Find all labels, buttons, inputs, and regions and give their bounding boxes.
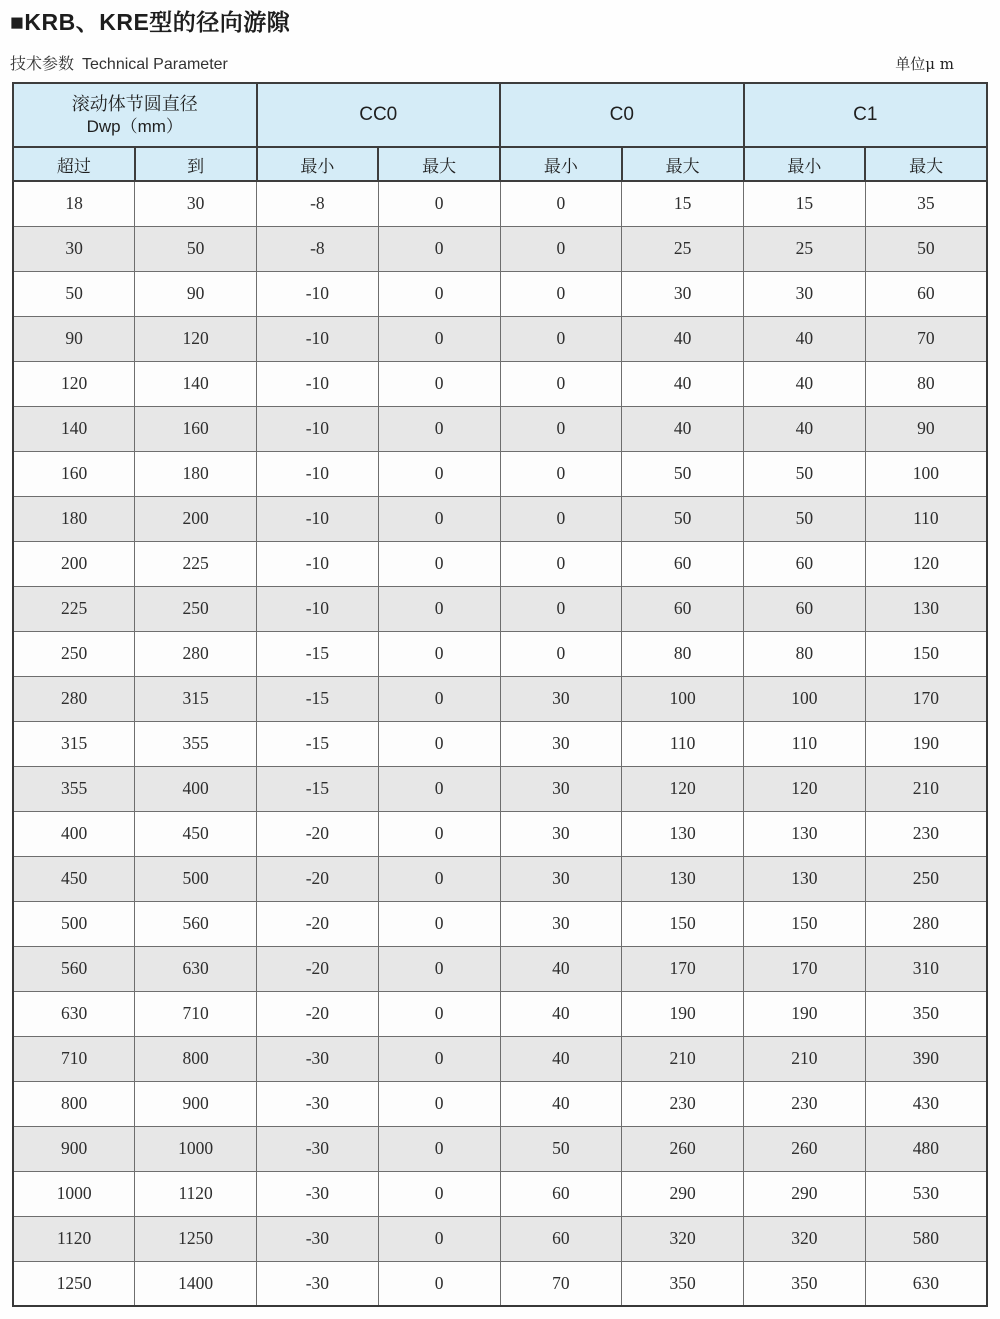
table-cell: 500: [13, 901, 135, 946]
table-row: [13, 676, 987, 721]
table-cell: 30: [500, 766, 622, 811]
table-cell: 0: [378, 181, 500, 226]
table-header: [13, 83, 987, 181]
table-row: [13, 856, 987, 901]
table-cell: 60: [622, 586, 744, 631]
table-cell: -10: [257, 271, 379, 316]
table-row: [13, 181, 987, 226]
table-cell: -15: [257, 631, 379, 676]
table-cell: 0: [378, 1081, 500, 1126]
table-cell: 400: [135, 766, 257, 811]
table-row: [13, 496, 987, 541]
table-cell: 90: [13, 316, 135, 361]
table-cell: 0: [500, 271, 622, 316]
table-row: [13, 1036, 987, 1081]
table-cell: 0: [500, 541, 622, 586]
table-cell: 1120: [135, 1171, 257, 1216]
table-cell: 50: [13, 271, 135, 316]
table-row: [13, 361, 987, 406]
table-cell: 1120: [13, 1216, 135, 1261]
table-row: [13, 1171, 987, 1216]
table-cell: 900: [135, 1081, 257, 1126]
table-cell: 60: [865, 271, 987, 316]
table-cell: 280: [13, 676, 135, 721]
table-cell: 350: [744, 1261, 866, 1306]
table-cell: 40: [744, 361, 866, 406]
table-cell: 250: [13, 631, 135, 676]
table-cell: 50: [744, 496, 866, 541]
table-cell: 40: [622, 406, 744, 451]
table-row: [13, 1261, 987, 1306]
table-cell: 30: [622, 271, 744, 316]
table-cell: -15: [257, 721, 379, 766]
table-cell: 0: [500, 631, 622, 676]
table-cell: 140: [13, 406, 135, 451]
table-cell: 200: [135, 496, 257, 541]
header-dwp: [13, 83, 257, 147]
table-cell: 260: [744, 1126, 866, 1171]
table-cell: 630: [135, 946, 257, 991]
table-cell: 50: [135, 226, 257, 271]
table-cell: -10: [257, 361, 379, 406]
table-cell: 250: [865, 856, 987, 901]
table-cell: -30: [257, 1171, 379, 1216]
table-cell: 560: [13, 946, 135, 991]
table-cell: 150: [622, 901, 744, 946]
table-cell: 430: [865, 1081, 987, 1126]
table-cell: 500: [135, 856, 257, 901]
table-cell: 60: [500, 1216, 622, 1261]
group-header-row: [13, 83, 987, 147]
table-cell: 0: [378, 1261, 500, 1306]
table-cell: 280: [135, 631, 257, 676]
subtitle-row: [10, 51, 988, 74]
table-cell: 0: [378, 1171, 500, 1216]
table-cell: 710: [13, 1036, 135, 1081]
header-c1: C1: [744, 83, 988, 147]
table-cell: 355: [135, 721, 257, 766]
header-dwp-line2: Dwp（mm）: [86, 117, 183, 137]
table-cell: 120: [622, 766, 744, 811]
table-cell: 530: [865, 1171, 987, 1216]
sub-header-row: [13, 147, 987, 181]
table-cell: 50: [865, 226, 987, 271]
table-cell: 0: [378, 316, 500, 361]
subheader-cc0-min: 最小: [257, 147, 379, 181]
table-cell: -8: [257, 226, 379, 271]
table-cell: 0: [378, 451, 500, 496]
table-cell: 160: [135, 406, 257, 451]
table-cell: 90: [135, 271, 257, 316]
table-cell: 450: [13, 856, 135, 901]
table-cell: 30: [500, 721, 622, 766]
table-cell: 0: [378, 856, 500, 901]
table-cell: 260: [622, 1126, 744, 1171]
table-cell: 1250: [135, 1216, 257, 1261]
table-cell: 480: [865, 1126, 987, 1171]
table-cell: 60: [744, 541, 866, 586]
header-c0: C0: [500, 83, 744, 147]
table-cell: 320: [622, 1216, 744, 1261]
table-cell: 35: [865, 181, 987, 226]
table-cell: 290: [744, 1171, 866, 1216]
table-cell: 280: [865, 901, 987, 946]
table-cell: 100: [865, 451, 987, 496]
table-cell: 50: [500, 1126, 622, 1171]
table-cell: -30: [257, 1261, 379, 1306]
table-cell: 0: [378, 226, 500, 271]
table-cell: 15: [622, 181, 744, 226]
table-cell: 80: [865, 361, 987, 406]
table-cell: 0: [500, 181, 622, 226]
table-cell: 0: [378, 811, 500, 856]
table-cell: 320: [744, 1216, 866, 1261]
table-cell: 70: [500, 1261, 622, 1306]
table-cell: 0: [378, 271, 500, 316]
table-cell: 140: [135, 361, 257, 406]
table-cell: 390: [865, 1036, 987, 1081]
table-cell: 580: [865, 1216, 987, 1261]
table-cell: 170: [622, 946, 744, 991]
table-cell: 0: [500, 226, 622, 271]
table-cell: 0: [378, 496, 500, 541]
table-cell: 30: [500, 676, 622, 721]
subtitle-english: Technical Parameter: [82, 56, 228, 73]
table-cell: 40: [500, 991, 622, 1036]
table-cell: -10: [257, 586, 379, 631]
table-cell: 400: [13, 811, 135, 856]
table-cell: 310: [865, 946, 987, 991]
table-cell: 60: [744, 586, 866, 631]
table-cell: 0: [378, 1036, 500, 1081]
table-cell: 160: [13, 451, 135, 496]
table-cell: -15: [257, 676, 379, 721]
subtitle: [10, 51, 228, 74]
table-cell: 800: [13, 1081, 135, 1126]
table-cell: 30: [500, 901, 622, 946]
table-cell: 130: [865, 586, 987, 631]
table-cell: 230: [622, 1081, 744, 1126]
table-row: [13, 946, 987, 991]
table-cell: 1000: [13, 1171, 135, 1216]
table-cell: 0: [378, 541, 500, 586]
table-cell: 355: [13, 766, 135, 811]
table-row: [13, 316, 987, 361]
table-cell: 1400: [135, 1261, 257, 1306]
table-cell: 190: [622, 991, 744, 1036]
table-cell: 40: [500, 946, 622, 991]
table-cell: 25: [622, 226, 744, 271]
table-cell: 1000: [135, 1126, 257, 1171]
table-cell: -30: [257, 1126, 379, 1171]
table-cell: 130: [744, 856, 866, 901]
table-row: [13, 271, 987, 316]
table-cell: 80: [744, 631, 866, 676]
table-cell: 210: [744, 1036, 866, 1081]
subheader-c0-min: 最小: [500, 147, 622, 181]
technical-parameter-table: [12, 82, 988, 1307]
page-title: ■KRB、KRE型的径向游隙: [10, 9, 291, 35]
table-cell: 130: [622, 856, 744, 901]
table-cell: 150: [744, 901, 866, 946]
table-cell: 60: [500, 1171, 622, 1216]
table-cell: -10: [257, 406, 379, 451]
table-cell: 0: [378, 631, 500, 676]
table-cell: 40: [500, 1081, 622, 1126]
table-cell: 225: [13, 586, 135, 631]
table-cell: 0: [500, 406, 622, 451]
table-cell: -20: [257, 901, 379, 946]
subheader-c1-max: 最大: [865, 147, 987, 181]
table-row: [13, 811, 987, 856]
table-cell: -15: [257, 766, 379, 811]
subtitle-chinese: 技术参数: [10, 56, 75, 73]
table-cell: 100: [622, 676, 744, 721]
table-cell: 230: [744, 1081, 866, 1126]
table-cell: 190: [744, 991, 866, 1036]
table-row: [13, 226, 987, 271]
table-cell: 150: [865, 631, 987, 676]
table-cell: -10: [257, 496, 379, 541]
table-cell: 180: [13, 496, 135, 541]
table-cell: 0: [378, 991, 500, 1036]
table-row: [13, 1216, 987, 1261]
table-row: [13, 586, 987, 631]
table-cell: 120: [13, 361, 135, 406]
table-cell: 40: [500, 1036, 622, 1081]
table-cell: 0: [378, 1126, 500, 1171]
table-cell: 30: [500, 856, 622, 901]
table-cell: 80: [622, 631, 744, 676]
table-row: [13, 541, 987, 586]
table-cell: 0: [500, 496, 622, 541]
table-cell: 0: [378, 721, 500, 766]
subheader-c1-min: 最小: [744, 147, 866, 181]
table-cell: 110: [865, 496, 987, 541]
table-cell: 70: [865, 316, 987, 361]
table-cell: 0: [500, 451, 622, 496]
table-cell: 0: [500, 586, 622, 631]
table-cell: 0: [378, 901, 500, 946]
table-cell: 170: [865, 676, 987, 721]
table-cell: 290: [622, 1171, 744, 1216]
table-cell: 250: [135, 586, 257, 631]
table-cell: 630: [13, 991, 135, 1036]
table-cell: 30: [13, 226, 135, 271]
table-cell: 40: [622, 361, 744, 406]
table-cell: 230: [865, 811, 987, 856]
table-cell: -30: [257, 1081, 379, 1126]
table-cell: -20: [257, 946, 379, 991]
table-cell: 50: [622, 451, 744, 496]
table-row: [13, 631, 987, 676]
table-cell: -10: [257, 451, 379, 496]
table-cell: 110: [622, 721, 744, 766]
table-cell: -8: [257, 181, 379, 226]
table-cell: 800: [135, 1036, 257, 1081]
table-cell: -10: [257, 316, 379, 361]
table-cell: -20: [257, 811, 379, 856]
table-cell: 0: [378, 946, 500, 991]
table-cell: 180: [135, 451, 257, 496]
table-cell: 130: [744, 811, 866, 856]
table-cell: 130: [622, 811, 744, 856]
subheader-c0-max: 最大: [622, 147, 744, 181]
table-row: [13, 406, 987, 451]
table-cell: 900: [13, 1126, 135, 1171]
table-cell: 1250: [13, 1261, 135, 1306]
table-cell: -20: [257, 991, 379, 1036]
table-cell: -30: [257, 1036, 379, 1081]
table-cell: 40: [744, 406, 866, 451]
table-cell: 40: [744, 316, 866, 361]
table-cell: 350: [622, 1261, 744, 1306]
table-cell: 60: [622, 541, 744, 586]
table-cell: 30: [744, 271, 866, 316]
table-cell: 170: [744, 946, 866, 991]
table-cell: 0: [378, 361, 500, 406]
table-cell: 50: [622, 496, 744, 541]
table-row: [13, 1126, 987, 1171]
table-cell: 0: [378, 406, 500, 451]
table-cell: -10: [257, 541, 379, 586]
subheader-to: 到: [135, 147, 257, 181]
table-cell: 30: [135, 181, 257, 226]
table-cell: 0: [378, 766, 500, 811]
header-cc0: CC0: [257, 83, 501, 147]
table-row: [13, 766, 987, 811]
table-cell: 210: [622, 1036, 744, 1081]
table-cell: 110: [744, 721, 866, 766]
subheader-over: 超过: [13, 147, 135, 181]
table-cell: 710: [135, 991, 257, 1036]
table-cell: 0: [500, 361, 622, 406]
table-cell: 630: [865, 1261, 987, 1306]
table-cell: 30: [500, 811, 622, 856]
table-row: [13, 991, 987, 1036]
table-row: [13, 1081, 987, 1126]
table-cell: 90: [865, 406, 987, 451]
table-cell: 15: [744, 181, 866, 226]
table-row: [13, 901, 987, 946]
table-cell: 0: [500, 316, 622, 361]
table-cell: 25: [744, 226, 866, 271]
table-cell: 120: [865, 541, 987, 586]
table-row: [13, 451, 987, 496]
table-cell: 560: [135, 901, 257, 946]
subheader-cc0-max: 最大: [378, 147, 500, 181]
table-cell: 0: [378, 676, 500, 721]
unit-label: 单位μ m: [895, 55, 954, 73]
table-cell: 0: [378, 586, 500, 631]
table-cell: 0: [378, 1216, 500, 1261]
table-cell: 18: [13, 181, 135, 226]
table-body: [13, 181, 987, 1306]
table-cell: -30: [257, 1216, 379, 1261]
table-cell: 40: [622, 316, 744, 361]
table-cell: 350: [865, 991, 987, 1036]
table-cell: -20: [257, 856, 379, 901]
table-cell: 315: [13, 721, 135, 766]
table-cell: 315: [135, 676, 257, 721]
table-row: [13, 721, 987, 766]
header-dwp-line1: 滚动体节圆直径: [71, 93, 198, 114]
table-cell: 200: [13, 541, 135, 586]
table-cell: 100: [744, 676, 866, 721]
table-cell: 450: [135, 811, 257, 856]
table-cell: 120: [135, 316, 257, 361]
table-cell: 225: [135, 541, 257, 586]
table-cell: 120: [744, 766, 866, 811]
table-cell: 190: [865, 721, 987, 766]
table-cell: 210: [865, 766, 987, 811]
table-cell: 50: [744, 451, 866, 496]
